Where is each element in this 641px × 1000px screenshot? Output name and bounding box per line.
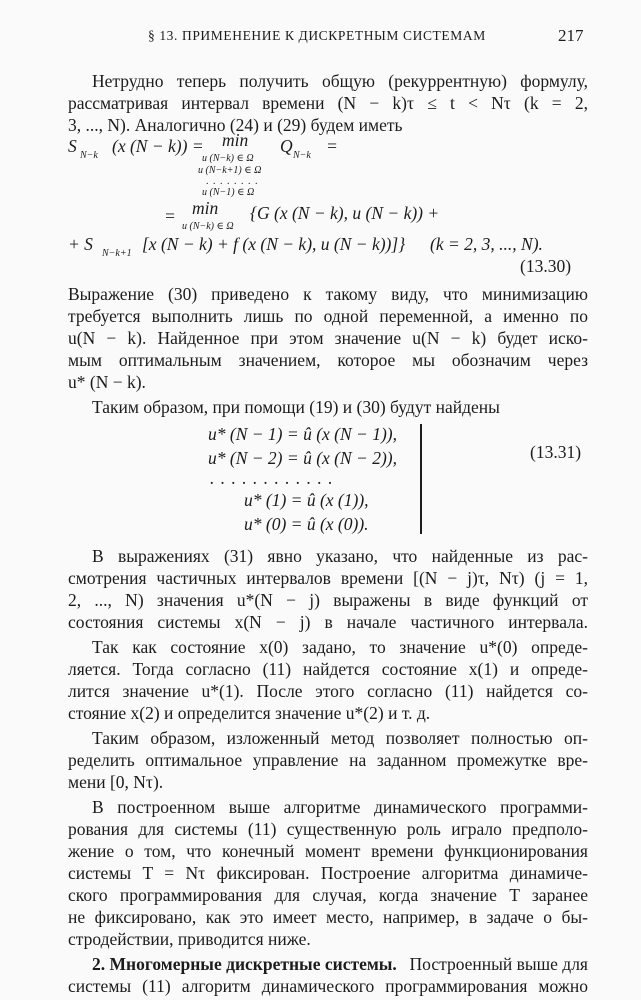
eq31-row: u* (N − 2) = û (x (N − 2)),: [208, 448, 398, 468]
text-line: рования для системы (11) существенную роль играло предполо-: [68, 819, 588, 839]
eq-lhs-symbol: S: [68, 136, 77, 156]
text-line: Так как состояние x(0) задано, то значение u*(0) опреде-: [92, 637, 588, 657]
eq31-row: u* (1) = û (x (1)),: [244, 490, 369, 510]
eq-line3-start: + S: [68, 234, 93, 254]
text-line: рассматривая интервал времени (N − k)τ ≤ t < Nτ (k = 2,: [68, 93, 588, 113]
text-line: Нетрудно теперь получить общую (рекуррентную) формулу,: [92, 71, 588, 91]
eq31-row: u* (0) = û (x (0)).: [244, 514, 369, 534]
right-brace: [412, 424, 422, 534]
eq31-row: u* (N − 1) = û (x (N − 1)),: [208, 424, 398, 444]
page-number: 217: [558, 26, 584, 45]
text-line: u* (N − k).: [68, 372, 146, 392]
eq-q-symbol: Q: [280, 136, 293, 156]
text-line: Выражение (30) приведено к такому виду, что минимизацию: [68, 284, 588, 304]
eq-min-condition: u (N−k) ∈ Ω: [182, 221, 234, 232]
eq-lhs-argument: (x (N − k)) =: [112, 136, 204, 156]
equation-number: (13.31): [530, 442, 582, 462]
eq31-dots: . . . . . . . . . . . .: [210, 468, 334, 488]
text-line: Таким образом, при помощи (19) и (30) будут найдены: [92, 397, 500, 417]
text-line: В построенном выше алгоритме динамического программи-: [92, 797, 588, 817]
text-line: требуется выполнить лишь по одной переменной, а именно по: [68, 306, 588, 326]
text-line: ского программирования для случая, когда значение T заранее: [68, 885, 588, 905]
text-line: лится значение u*(1). После этого согласно (11) найдется со-: [68, 681, 588, 701]
section-heading-line: [92, 953, 588, 975]
text-line: 2, ..., N) значения u*(N − j) выражены в виде функций от: [68, 590, 588, 610]
text-line: Таким образом, изложенный метод позволяет полностью оп-: [92, 728, 588, 748]
text-line: состояния системы x(N − j) в начале частичного интервала.: [68, 612, 588, 632]
text-line: ределить оптимальное управление на заданном промежутке вре-: [68, 750, 588, 770]
eq-min-operator: min: [192, 198, 219, 218]
eq-min-operator: min: [222, 130, 249, 150]
text-line: системы T = Nτ фиксирован. Построение алгоритма динамиче-: [68, 863, 588, 883]
running-header-title: § 13. ПРИМЕНЕНИЕ К ДИСКРЕТНЫМ СИСТЕМАМ: [148, 28, 486, 43]
eq-min-condition: u (N−1) ∈ Ω: [202, 187, 255, 198]
text-line: стродействии, приводится ниже.: [68, 929, 311, 949]
text-line: u(N − k). Найденное при этом значение u(N − k) будет иско-: [68, 328, 588, 348]
text-line: В выражениях (31) явно указано, что найденные из рас-: [92, 546, 588, 566]
eq-body: {G (x (N − k), u (N − k)) +: [250, 203, 440, 223]
eq-min-condition: u (N−k) ∈ Ω: [202, 153, 254, 164]
eq-equals: =: [164, 206, 176, 226]
section-heading: 2. Многомерные дискретные системы.: [92, 954, 397, 974]
text-line: не фиксировано, как это имеет место, например, в задаче о бы-: [68, 907, 588, 927]
text-span: Построенный выше для: [409, 954, 588, 974]
eq-line3-body: [x (N − k) + f (x (N − k), u (N − k))]}: [142, 234, 406, 254]
eq-lhs-subscript: N−k: [80, 150, 98, 161]
text-line: ляется. Тогда согласно (11) найдется состояние x(1) и опреде-: [68, 659, 588, 679]
text-line: 3, ..., N). Аналогично (24) и (29) будем иметь: [68, 115, 403, 135]
eq-line3-subscript: N−k+1: [102, 248, 132, 259]
equation-number: (13.30): [520, 256, 572, 276]
eq-min-dots: . . . . . . . .: [206, 176, 259, 187]
eq-k-range: (k = 2, 3, ..., N).: [430, 234, 543, 254]
text-line: мени [0, Nτ).: [68, 772, 164, 792]
text-line: стояние x(2) и определится значение u*(2) и т. д.: [68, 703, 431, 723]
text-line: жение о том, что конечный момент времени функционирования: [68, 841, 588, 861]
text-line: мым оптимальным значением, которое мы обозначим через: [68, 350, 588, 370]
eq-equals: =: [326, 136, 338, 156]
text-line: смотрения частичных интервалов времени [(N − j)τ, Nτ) (j = 1,: [68, 568, 588, 588]
eq-min-condition: u (N−k+1) ∈ Ω: [198, 165, 262, 176]
eq-q-subscript: N−k: [293, 150, 311, 161]
text-line: системы (11) алгоритм динамического программирования можно: [68, 976, 588, 996]
